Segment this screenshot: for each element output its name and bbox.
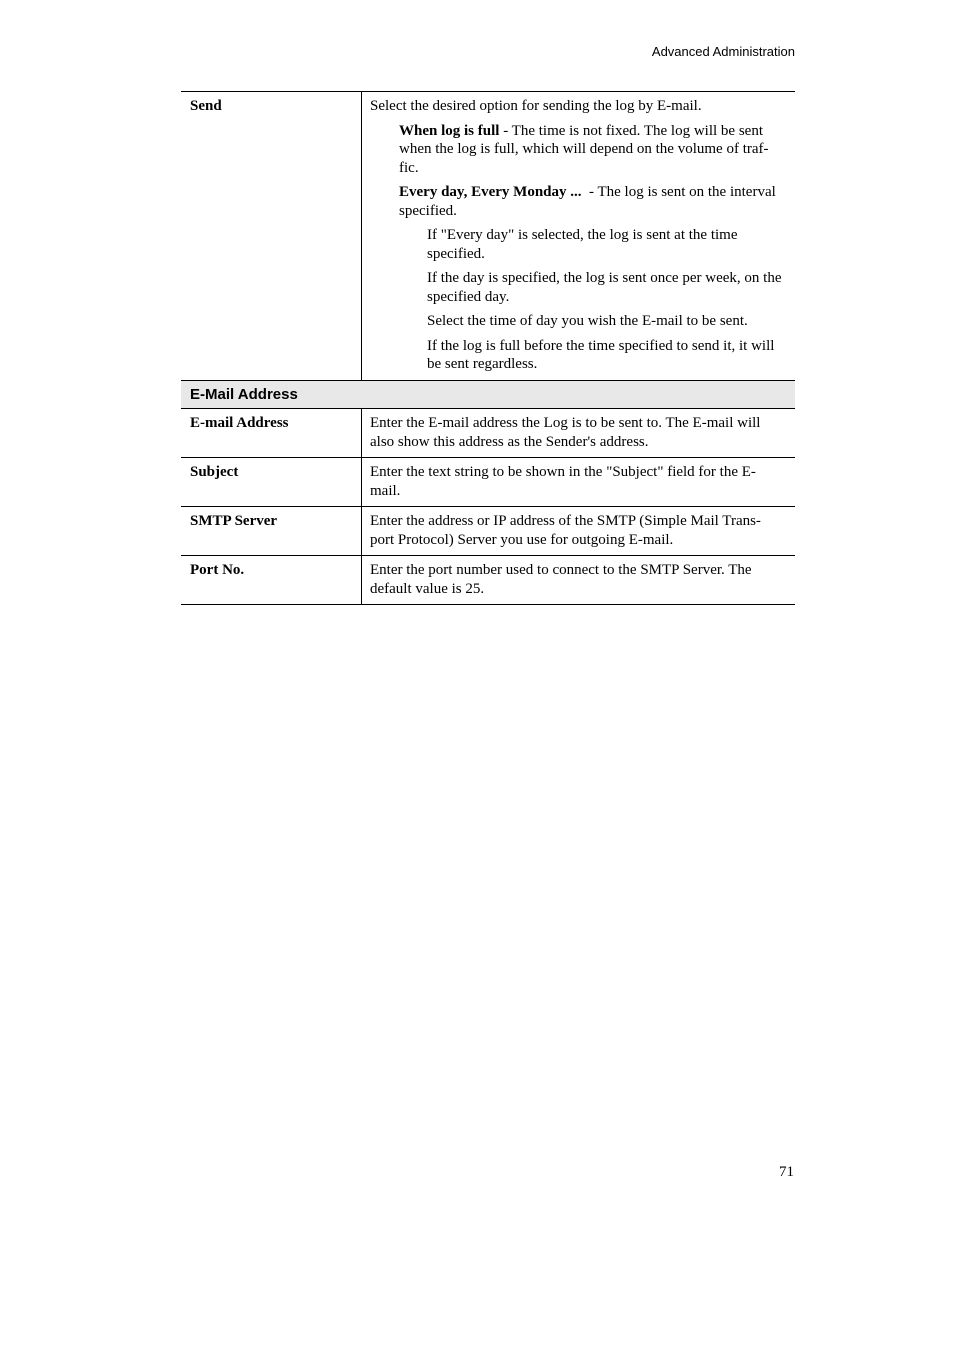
table-row (181, 458, 795, 507)
row-description: Enter the E-mail address the Log is to be sent to. The E-mail will also show this address as the Sender's address. (362, 409, 796, 458)
option-title: When log is full (399, 122, 500, 139)
send-subnote: If the day is specified, the log is sent once per week, on the specified day. (427, 270, 782, 305)
row-description (362, 92, 796, 381)
send-option-when-full (399, 122, 785, 178)
section-title: E-Mail Address (190, 385, 298, 403)
table-row (181, 409, 795, 458)
send-option-every-day (399, 183, 785, 220)
option-text: - The log is sent on the interval specified. (399, 184, 780, 219)
page-header: Advanced Administration (651, 44, 795, 59)
section-heading-row (181, 380, 795, 409)
row-label: Port No. (181, 556, 362, 605)
row-label: E-mail Address (181, 409, 362, 458)
row-label: SMTP Server (181, 507, 362, 556)
row-description: Enter the address or IP address of the SMTP (Simple Mail Trans-port Protocol) Server you use for outgoing E-mail. (362, 507, 796, 556)
row-label: Send (181, 92, 362, 381)
row-description: Enter the text string to be shown in the "Subject" field for the E-mail. (362, 458, 796, 507)
section-heading (181, 380, 795, 409)
send-intro: Select the desired option for sending the log by E-mail. (370, 98, 702, 114)
table-row (181, 556, 795, 605)
row-description: Enter the port number used to connect to the SMTP Server. The default value is 25. (362, 556, 796, 605)
settings-table (181, 91, 795, 605)
send-subnote: If "Every day" is selected, the log is sent at the time specified. (427, 227, 738, 262)
send-subnote: Select the time of day you wish the E-mail to be sent. (427, 313, 748, 329)
row-label: Subject (181, 458, 362, 507)
page-number: 71 (779, 1164, 794, 1180)
option-title: Every day, Every Monday ... (399, 184, 582, 200)
table-row-send (181, 92, 795, 381)
option-text: - The time is not fixed. The log will be sent when the log is full, which will depend on the volume of traf-fic. (399, 122, 769, 176)
table-row (181, 507, 795, 556)
send-subnote: If the log is full before the time specified to send it, it will be sent regardless. (427, 337, 775, 372)
